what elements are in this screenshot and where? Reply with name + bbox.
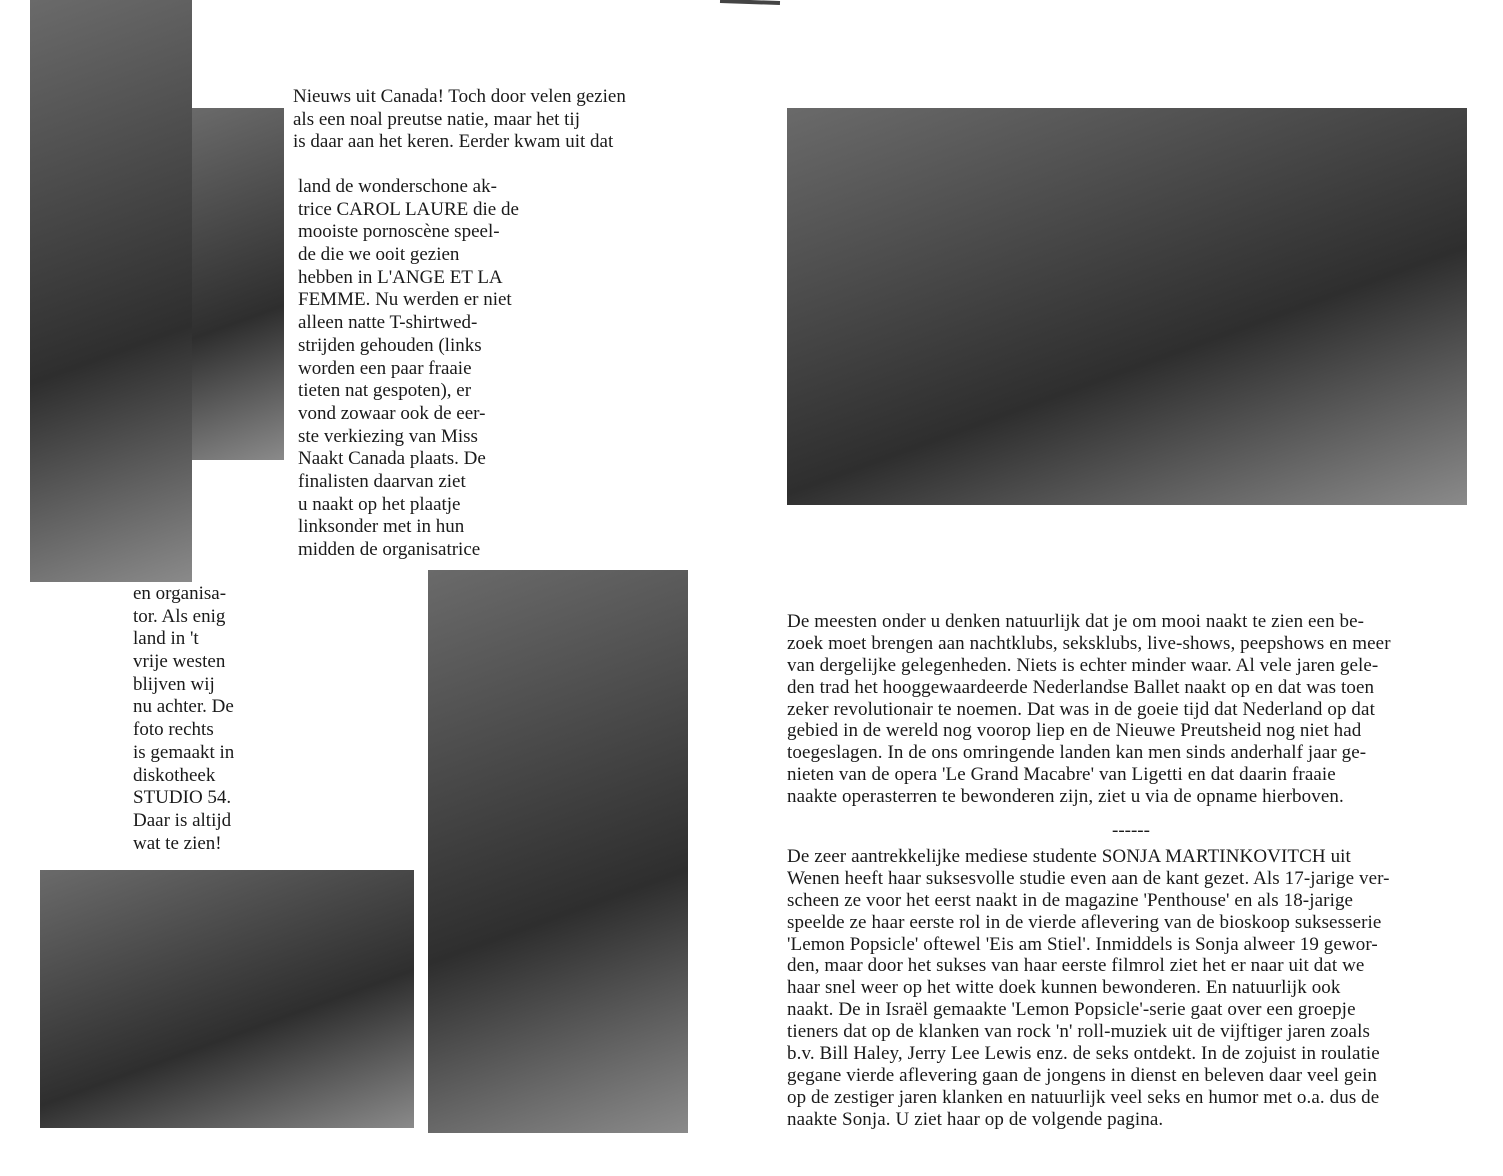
text-line: hebben in L'ANGE ET LA [298,266,503,288]
text-line: van dergelijke gelegenheden. Niets is echter minder waar. Al vele jaren gele- [787,654,1379,676]
text-line: wat te zien! [133,832,222,854]
text-line: worden een paar fraaie [298,357,472,379]
text-line: alleen natte T-shirtwed- [298,312,478,334]
text-line: naakt. De in Israël gemaakte 'Lemon Popsicle'-serie gaat over een groepje [787,999,1356,1021]
photo-wet-tshirt-contest-extension [192,108,284,460]
text-line: STUDIO 54. [133,787,232,809]
text-line: Wenen heeft haar suksesvolle studie even aan de kant gezet. Als 17-jarige ver- [787,867,1390,889]
text-line: tieners dat op de klanken van rock 'n' roll-muziek uit de vijftiger jaren zoals [787,1021,1370,1043]
text-line: Daar is altijd [133,809,232,831]
text-line: De zeer aantrekkelijke mediese studente SONJA MARTINKOVITCH uit [787,846,1351,867]
text-line: naakte Sonja. U ziet haar op de volgende pagina. [787,1108,1164,1130]
text-line: is gemaakt in [133,741,235,763]
text-line: op de zestiger jaren klanken en natuurlijk veel seks en humor met o.a. dus de [787,1086,1380,1108]
photo-opera-le-grand-macabre [787,108,1467,505]
text-line: den, maar door het sukses van haar eerste filmrol ziet het er naar uit dat we [787,955,1365,977]
paragraph-sonja-martinkovitch [787,846,1390,1131]
lower-column-text [133,583,234,855]
text-line: finalisten daarvan ziet [298,470,466,492]
text-line: tor. Als enig [133,605,226,627]
text-line: vrije westen [133,651,226,673]
text-line: diskotheek [133,764,216,786]
photo-wet-tshirt-contest [30,0,192,582]
text-line: De meesten onder u denken natuurlijk dat je om mooi naakt te zien een be- [787,611,1365,632]
text-line: haar snel weer op het witte doek kunnen bewonderen. En natuurlijk ook [787,977,1341,999]
text-line: naakte operasterren te bewonderen zijn, ziet u via de opname hierboven. [787,786,1344,808]
text-line: gegane vierde aflevering gaan de jongens in dienst en beleven daar veel gein [787,1064,1378,1086]
text-line: gebied in de wereld nog voorop liep en de Nieuwe Preutsheid nog niet had [787,720,1362,742]
text-line: trice CAROL LAURE die de [298,198,519,220]
text-line: blijven wij [133,673,215,695]
intro-text [293,86,626,154]
text-line: land de wonderschone ak- [298,176,497,197]
text-line: als een noal preutse natie, maar het tij [293,108,580,130]
text-line: tieten nat gespoten), er [298,380,472,402]
text-line: FEMME. Nu werden er niet [298,289,512,311]
text-line: de die we ooit gezien [298,244,460,266]
text-line: b.v. Bill Haley, Jerry Lee Lewis enz. de seks ontdekt. In de zojuist in roulatie [787,1043,1380,1065]
photo-studio-54 [428,570,688,1133]
text-line: zoek moet brengen aan nachtklubs, seksklubs, live-shows, peepshows en meer [787,632,1391,654]
text-line: scheen ze voor het eerst naakt in de magazine 'Penthouse' en als 18-jarige [787,889,1354,911]
text-line: Naakt Canada plaats. De [298,448,486,470]
text-line: mooiste pornoscène speel- [298,221,500,243]
text-line: linksonder met in hun [298,516,465,538]
text-line: zeker revolutionair te noemen. Dat was in de goeie tijd dat Nederland op dat [787,698,1375,720]
text-line: Nieuws uit Canada! Toch door velen gezien [293,86,626,107]
column-text [298,176,519,562]
text-line: en organisa- [133,583,227,604]
text-line: strijden gehouden (links [298,334,482,356]
section-divider: ------ [1112,820,1150,841]
text-line: land in 't [133,628,199,650]
text-line: speelde ze haar eerste rol in de vierde aflevering van de bioskoop suksesserie [787,911,1382,933]
text-line: is daar aan het keren. Eerder kwam uit dat [293,131,614,153]
text-line: foto rechts [133,719,214,741]
text-line: ste verkiezing van Miss [298,425,478,447]
text-line: u naakt op het plaatje [298,493,461,515]
text-line: 'Lemon Popsicle' oftewel 'Eis am Stiel'. Inmiddels is Sonja alweer 19 gewor- [787,933,1378,955]
text-line: toegeslagen. In de ons omringende landen kan men sinds anderhalf jaar ge- [787,742,1367,764]
text-line: den trad het hooggewaardeerde Nederlandse Ballet naakt op en dat was toen [787,676,1375,698]
paragraph-ballet-opera [787,611,1391,808]
text-line: nieten van de opera 'Le Grand Macabre' van Ligetti en dat daarin fraaie [787,764,1336,786]
text-line: nu achter. De [133,696,234,718]
page-edge [720,0,780,5]
text-line: vond zowaar ook de eer- [298,402,486,424]
text-line: midden de organisatrice [298,539,481,560]
photo-miss-naakt-canada-finalists [40,870,414,1128]
